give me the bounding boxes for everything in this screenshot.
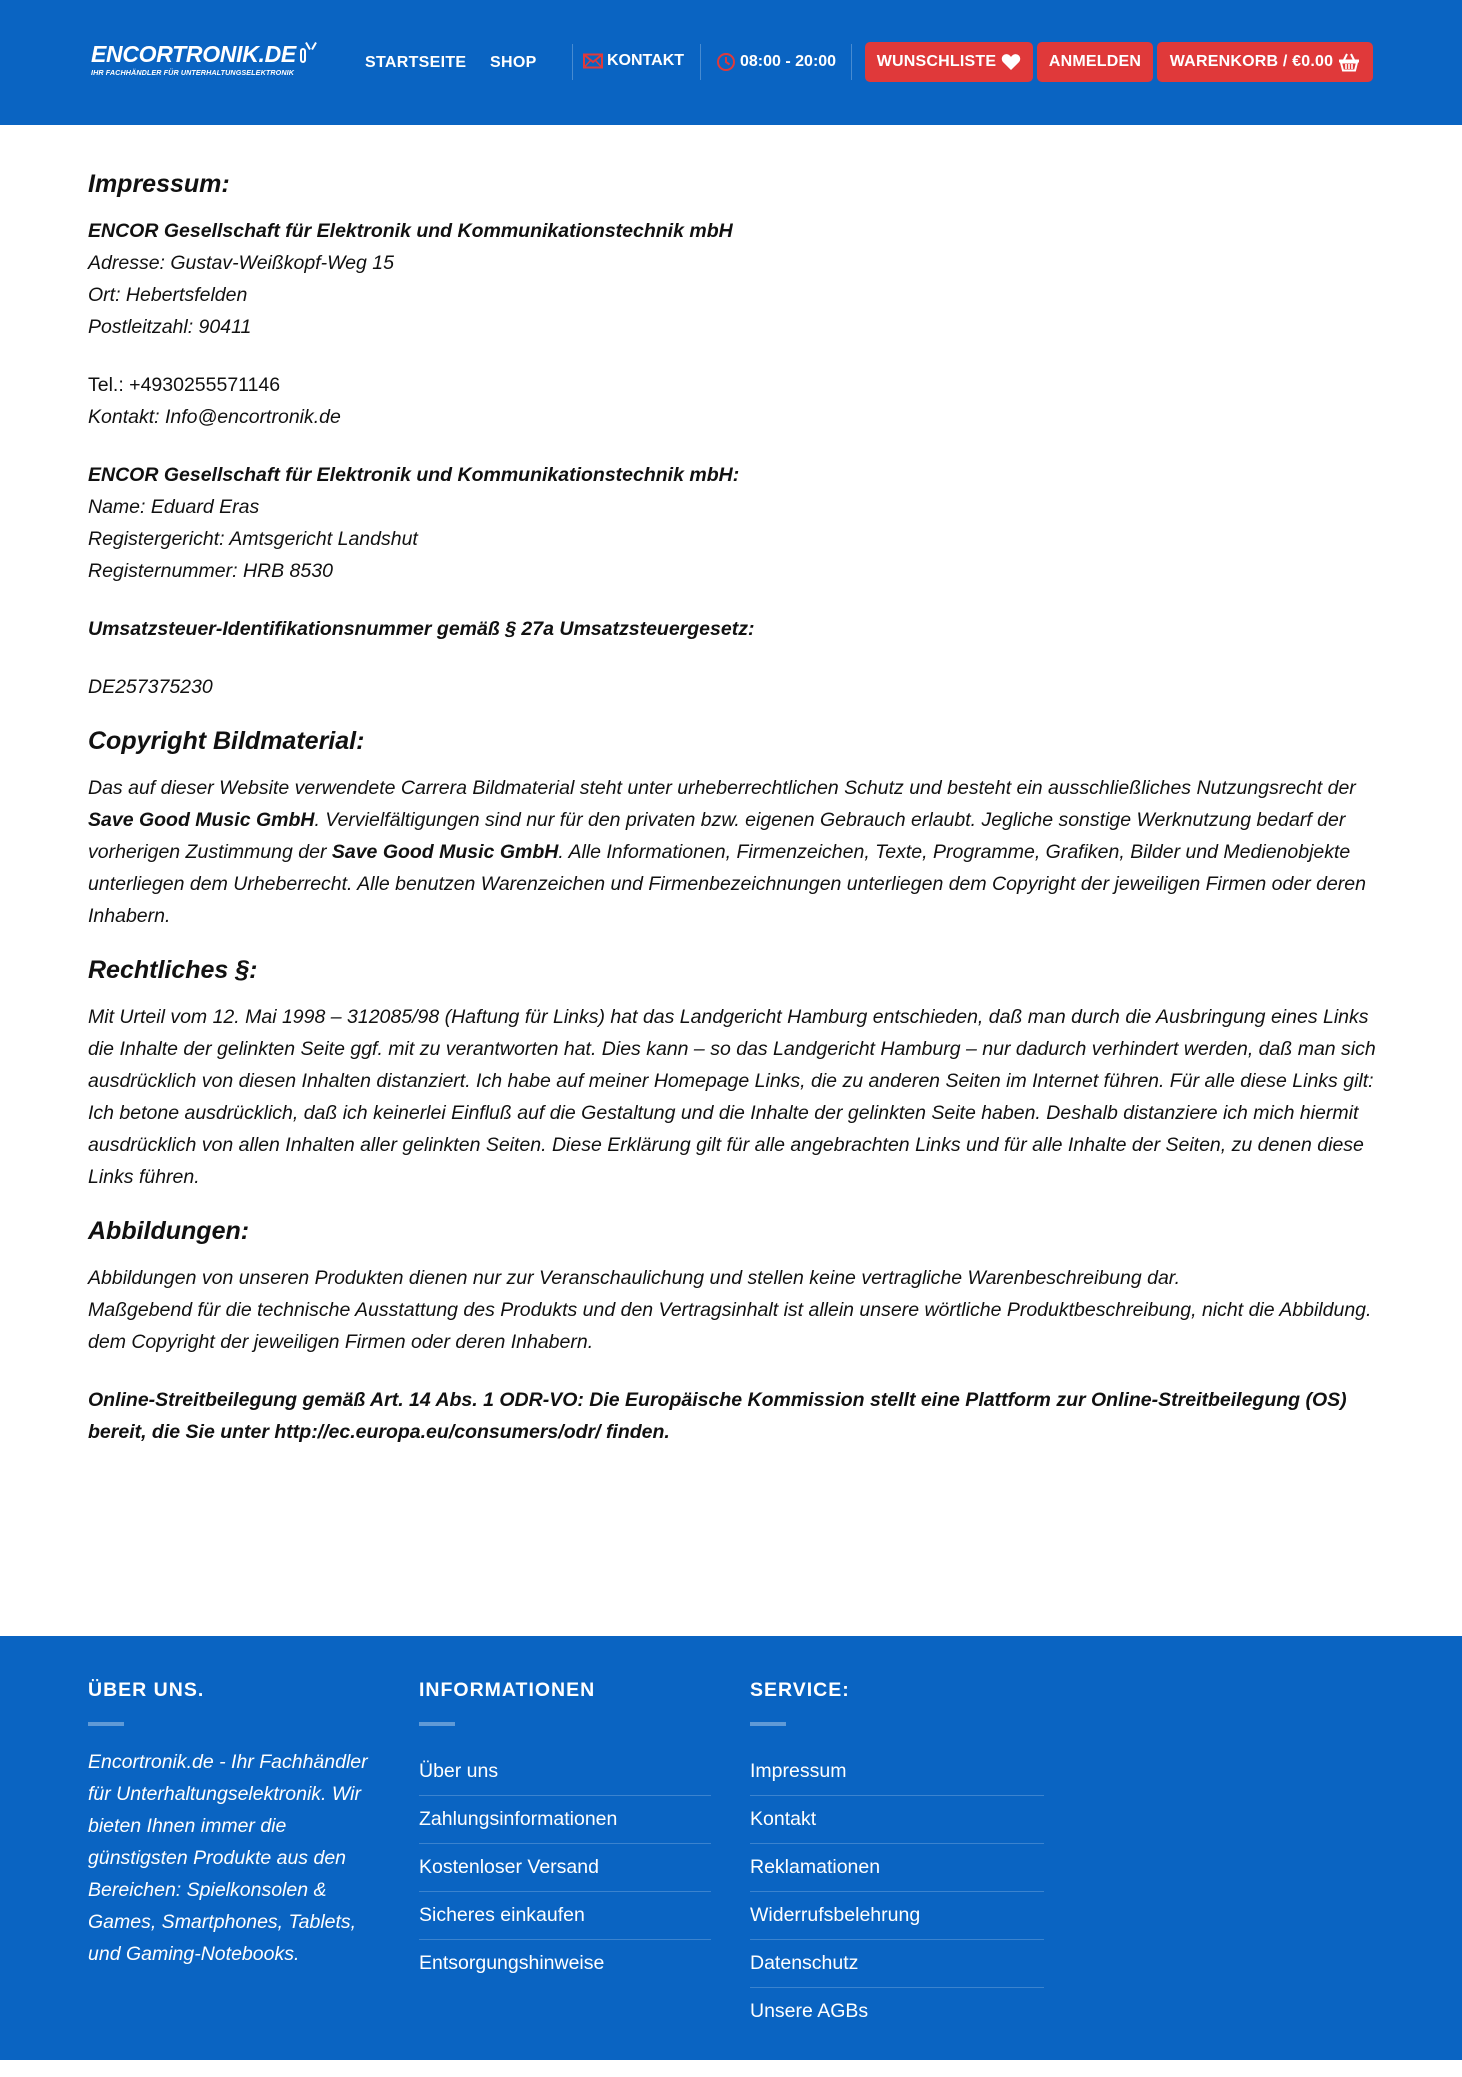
- company-contact: Kontakt: Info@encortronik.de: [88, 406, 341, 428]
- footer-link-kontakt[interactable]: Kontakt: [750, 1796, 1044, 1844]
- register-court: Registergericht: Amtsgericht Landshut: [88, 528, 418, 550]
- footer-link-impressum[interactable]: Impressum: [750, 1748, 1044, 1796]
- logo-text: ENCORTRONIK.DE: [91, 41, 296, 67]
- company-name-2: ENCOR Gesellschaft für Elektronik und Kommunikationstechnik mbH:: [88, 464, 740, 486]
- images-heading: Abbildungen:: [88, 1217, 250, 1245]
- wishlist-label: WUNSCHLISTE: [876, 53, 997, 70]
- register-number: Registernummer: HRB 8530: [88, 560, 333, 582]
- footer-about: [88, 1676, 388, 1970]
- basket-icon: [1338, 52, 1360, 72]
- impressum-heading: Impressum:: [88, 170, 230, 198]
- footer-divider: [419, 1722, 455, 1726]
- contact-label: KONTAKT: [607, 52, 685, 69]
- wishlist-button[interactable]: [865, 42, 1033, 82]
- copyright-text: Das auf dieser Website verwendete Carrera Bildmaterial steht unter urheberrechtlichen Schutz und besteht ein ausschließliches Nutzungsrecht der Save Good Music GmbH. Vervielfältigungen sind nur für den privaten bzw. eigenen Gebrauch erlaubt. Jegliche sonstige Werknutzung bedarf der vorherigen Zustimmung der Save Good Music GmbH. Alle Informationen, Firmenzeichen, Texte, Programme, Grafiken, Bilder und Medienobjekte unterliegen dem Urheberrecht. Alle benutzen Warenzeichen und Firmenbezeichnungen unterliegen dem Copyright der jeweiligen Firmen oder deren Inhabern.: [88, 777, 1366, 927]
- login-button[interactable]: [1037, 42, 1153, 82]
- nav-divider: [572, 44, 573, 80]
- footer-link-zahlungsinformationen[interactable]: Zahlungsinformationen: [419, 1796, 711, 1844]
- footer-link-agb[interactable]: Unsere AGBs: [750, 2000, 869, 2022]
- copyright-heading: Copyright Bildmaterial:: [88, 727, 365, 755]
- odr-notice: Online-Streitbeilegung gemäß Art. 14 Abs. 1 ODR-VO: Die Europäische Kommission stellt eine Plattform zur Online-Streitbeilegung (OS) bereit, die Sie unter http://ec.europa.eu/consumers/odr/ finden.: [88, 1389, 1347, 1443]
- main-content: [88, 168, 1376, 1448]
- footer-link-sicheres-einkaufen[interactable]: Sicheres einkaufen: [419, 1892, 711, 1940]
- legal-heading: Rechtliches §:: [88, 956, 258, 984]
- company-zip: Postleitzahl: 90411: [88, 316, 252, 338]
- footer-service: [750, 1676, 1044, 2036]
- company-city: Ort: Hebertsfelden: [88, 284, 248, 306]
- login-label: ANMELDEN: [1048, 53, 1142, 70]
- hours-label: 08:00 - 20:00: [740, 53, 837, 70]
- footer-link-versand[interactable]: Kostenloser Versand: [419, 1844, 711, 1892]
- site-logo[interactable]: [91, 42, 306, 82]
- copyright-company: Save Good Music GmbH: [331, 841, 559, 863]
- copyright-company: Save Good Music GmbH: [88, 809, 315, 831]
- cart-label: WARENKORB / €0.00: [1169, 53, 1334, 70]
- company-name: ENCOR Gesellschaft für Elektronik und Kommunikationstechnik mbH: [88, 220, 733, 242]
- site-footer: [0, 1636, 1462, 2060]
- tv-icon: [300, 48, 306, 63]
- heart-icon: [1001, 53, 1021, 71]
- vat-heading: Umsatzsteuer-Identifikationsnummer gemäß § 27a Umsatzsteuergesetz:: [88, 618, 755, 640]
- footer-link-widerruf[interactable]: Widerrufsbelehrung: [750, 1892, 1044, 1940]
- managing-director: Name: Eduard Eras: [88, 496, 260, 518]
- footer-info-title: INFORMATIONEN: [419, 1679, 596, 1701]
- footer-link-ueber-uns[interactable]: Über uns: [419, 1748, 711, 1796]
- footer-link-reklamationen[interactable]: Reklamationen: [750, 1844, 1044, 1892]
- envelope-icon: [583, 53, 603, 69]
- footer-link-datenschutz[interactable]: Datenschutz: [750, 1940, 1044, 1988]
- vat-id: DE257375230: [88, 676, 213, 698]
- footer-link-entsorgung[interactable]: Entsorgungshinweise: [419, 1952, 605, 1974]
- company-phone: Tel.: +4930255571146: [88, 374, 281, 396]
- footer-about-text: Encortronik.de - Ihr Fachhändler für Unterhaltungselektronik. Wir bieten Ihnen immer die günstigsten Produkte aus den Bereichen: Spielkonsolen & Games, Smartphones, Tablets, und Gaming-Notebooks.: [88, 1751, 368, 1965]
- logo-tagline: IHR FACHHÄNDLER FÜR UNTERHALTUNGSELEKTRONIK: [91, 68, 295, 77]
- opening-hours: [716, 52, 836, 72]
- site-header: [0, 0, 1462, 125]
- legal-text: Mit Urteil vom 12. Mai 1998 – 312085/98 (Haftung für Links) hat das Landgericht Hamburg entschieden, daß man durch die Ausbringung eines Links die Inhalte der gelinkten Seite ggf. mit zu verantworten hat. Dies kann – so das Landgericht Hamburg – nur dadurch verhindert werden, daß man sich ausdrücklich von diesen Inhalten distanziert. Ich habe auf meiner Homepage Links, die zu anderen Seiten im Internet führen. Für alle diese Links gilt: Ich betone ausdrücklich, daß ich keinerlei Einfluß auf die Gestaltung und die Inhalte der gelinkten Seite haben. Deshalb distanziere ich mich hiermit ausdrücklich von allen Inhalten aller gelinkten Seiten. Diese Erklärung gilt für alle angebrachten Links und für alle Inhalte der Seiten, zu denen diese Links führen.: [88, 1006, 1376, 1188]
- nav-divider: [851, 44, 852, 80]
- cart-button[interactable]: [1157, 42, 1373, 82]
- contact-link[interactable]: [583, 52, 684, 70]
- footer-divider: [88, 1722, 124, 1726]
- images-text-2: Maßgebend für die technische Ausstattung des Produkts und den Vertragsinhalt ist allein unsere wörtliche Produktbeschreibung, nicht die Abbildung. dem Copyright der jeweiligen Firmen oder deren Inhabern.: [88, 1299, 1372, 1353]
- nav-shop[interactable]: SHOP: [490, 54, 537, 71]
- nav-startseite[interactable]: STARTSEITE: [365, 54, 467, 71]
- images-text-1: Abbildungen von unseren Produkten dienen nur zur Veranschaulichung und stellen keine vertragliche Warenbeschreibung dar.: [88, 1267, 1180, 1289]
- footer-service-title: SERVICE:: [750, 1679, 850, 1701]
- clock-icon: [716, 52, 736, 72]
- footer-information: [419, 1676, 711, 1988]
- company-address: Adresse: Gustav-Weißkopf-Weg 15: [88, 252, 394, 274]
- footer-about-title: ÜBER UNS.: [88, 1679, 205, 1701]
- footer-divider: [750, 1722, 786, 1726]
- nav-divider: [700, 44, 701, 80]
